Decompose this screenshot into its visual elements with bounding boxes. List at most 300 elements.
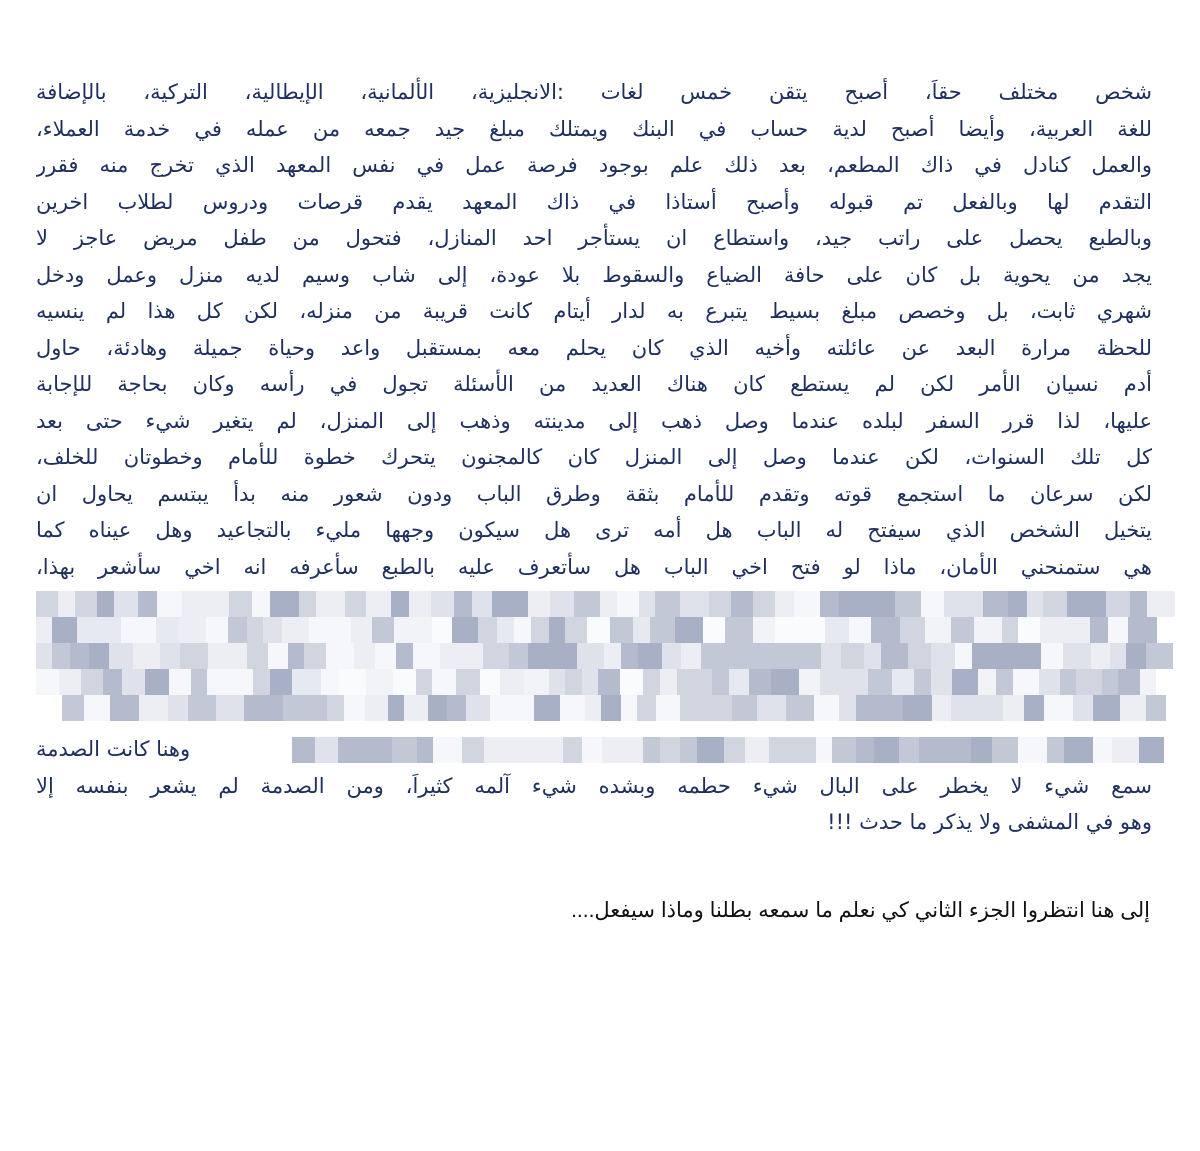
- pixel-block: [339, 669, 366, 695]
- pixel-block: [89, 643, 109, 669]
- paragraph-line: عليها، لذا قرر السفر لبلده عندما وصل ذهب إلى مدينته وذهب إلى المنزل، لم يتغير شيء حتى بعد: [36, 408, 1152, 433]
- pixel-block: [1146, 695, 1166, 721]
- pixel-block: [621, 643, 638, 669]
- pixel-block: [528, 591, 550, 617]
- pixel-block: [879, 695, 903, 721]
- pixel-block: [1108, 617, 1128, 643]
- pixel-block: [786, 695, 814, 721]
- pixel-block: [1003, 695, 1024, 721]
- pixel-block: [509, 591, 528, 617]
- pixel-block: [868, 669, 892, 695]
- pixel-block: [695, 669, 712, 695]
- pixel-block: [703, 617, 725, 643]
- pixel-block: [288, 643, 304, 669]
- pixel-block: [169, 669, 191, 695]
- pixel-block: [892, 669, 914, 695]
- pixel-block: [207, 669, 229, 695]
- pixel-block: [1060, 669, 1076, 695]
- pixel-block: [283, 695, 307, 721]
- pixel-block: [396, 643, 413, 669]
- pixel-block: [75, 591, 97, 617]
- pixel-block: [309, 617, 327, 643]
- pixel-block: [550, 591, 574, 617]
- pixel-block: [978, 669, 996, 695]
- pixel-block: [643, 669, 660, 695]
- pixel-block: [1002, 617, 1018, 643]
- pixel-block: [1063, 643, 1091, 669]
- pixel-block: [394, 617, 410, 643]
- pixel-block: [1024, 695, 1044, 721]
- pixel-block: [556, 643, 577, 669]
- pixel-block: [1018, 737, 1047, 763]
- pixel-block: [1013, 669, 1039, 695]
- pixel-block: [70, 643, 89, 669]
- pixel-block: [731, 591, 753, 617]
- pixel-block: [549, 669, 565, 695]
- pixel-block: [545, 737, 563, 763]
- closing-line: سمع شيء لا يخطر على البال شيء حطمه وبشده شيء آلمه كثيراَ، ومن الصدمة لم يشعر بنفسه إلا: [36, 773, 1152, 798]
- pixel-block: [1064, 737, 1093, 763]
- pixel-block: [77, 617, 102, 643]
- pixel-block: [1044, 695, 1073, 721]
- pixel-block: [299, 591, 316, 617]
- pixel-block: [620, 669, 643, 695]
- pixel-block: [675, 617, 703, 643]
- pixel-block: [1126, 643, 1146, 669]
- pixel-block: [771, 669, 799, 695]
- pixel-block: [1146, 643, 1173, 669]
- pixel-block: [534, 695, 560, 721]
- pixel-block: [753, 591, 775, 617]
- pixel-block: [655, 591, 680, 617]
- pixel-block: [375, 643, 396, 669]
- pixel-block: [304, 643, 326, 669]
- pixel-block: [656, 695, 680, 721]
- pixel-block: [839, 695, 856, 721]
- pixel-block: [1047, 737, 1064, 763]
- pixel-block: [1120, 695, 1146, 721]
- pixel-block: [138, 591, 157, 617]
- pixel-block: [563, 737, 582, 763]
- paragraph-line: شهري ثابت، بل وخصص مبلغ بسيط يتبرع به لدار أيتام كانت قريبة من منزله، لكن كل هذا لم ينسيه: [36, 299, 1152, 323]
- pixel-block: [842, 669, 868, 695]
- pixel-block: [814, 695, 839, 721]
- pixel-block: [393, 669, 416, 695]
- pixel-block: [638, 643, 662, 669]
- pixel-block: [531, 617, 549, 643]
- pixel-block: [307, 695, 327, 721]
- pixel-block: [1041, 643, 1063, 669]
- closing-line: وهو في المشفى ولا يذكر ما حدث !!!: [827, 810, 1152, 834]
- pixel-block: [247, 617, 263, 643]
- pixel-block: [662, 643, 681, 669]
- pixel-block: [1093, 737, 1112, 763]
- pixel-block: [36, 643, 52, 669]
- pixel-block: [188, 695, 216, 721]
- pixel-block: [820, 669, 842, 695]
- paragraph-line: للغة العربية، وأيضا أصبح لدية حساب في البنك ويمتلك مبلغ جيد جمعه من عمله في خدمة العملاء،: [36, 116, 1152, 141]
- pixel-block: [944, 591, 964, 617]
- pixel-block: [432, 617, 452, 643]
- pixel-block: [951, 695, 976, 721]
- pixel-block: [244, 695, 265, 721]
- pixel-block: [52, 643, 70, 669]
- pixel-block: [265, 695, 283, 721]
- pixel-block: [321, 669, 339, 695]
- pixel-block: [58, 591, 75, 617]
- pixel-block: [716, 695, 732, 721]
- pixel-block: [724, 737, 745, 763]
- pixel-block: [749, 669, 771, 695]
- pixel-block: [1093, 695, 1120, 721]
- pixel-block: [650, 617, 675, 643]
- pixel-block: [1027, 591, 1043, 617]
- shock-line: وهنا كانت الصدمة: [36, 737, 191, 761]
- pixel-block: [229, 669, 253, 695]
- pixel-block: [180, 643, 208, 669]
- to-be-continued-note: إلى هنا انتظروا الجزء الثاني كي نعلم ما سمعه بطلنا وماذا سيفعل....: [571, 899, 1150, 922]
- pixel-block: [895, 591, 921, 617]
- pixel-block: [756, 643, 775, 669]
- pixel-block: [955, 643, 972, 669]
- pixel-block: [388, 695, 404, 721]
- pixel-block: [365, 695, 388, 721]
- pixel-block: [84, 695, 110, 721]
- pixel-block: [103, 669, 122, 695]
- pixel-block: [680, 695, 699, 721]
- pixel-block: [292, 737, 315, 763]
- pixel-block: [391, 591, 409, 617]
- pixel-block: [160, 643, 180, 669]
- pixel-block: [867, 591, 895, 617]
- pixel-block: [560, 695, 585, 721]
- pixel-block: [598, 669, 620, 695]
- pixel-block: [505, 737, 526, 763]
- pixel-block: [602, 737, 627, 763]
- pixel-block: [639, 591, 655, 617]
- paragraph-line: لكن سرعان ما استجمع قوته وتقدم للأمام بثقة وطرق الباب ودون شعور منه بدأ يبتسم يحاول ان: [36, 481, 1152, 506]
- pixel-block: [660, 737, 680, 763]
- pixel-block: [697, 737, 724, 763]
- pixel-block: [1008, 591, 1027, 617]
- pixel-block: [660, 669, 677, 695]
- pixel-block: [102, 617, 121, 643]
- paragraph-line: التقدم لها وبالفعل تم قبوله وأصبح أستاذا في ذاك المعهد يقدم قرصات ودروس لطلاب اخرين: [36, 189, 1152, 214]
- pixel-block: [413, 643, 440, 669]
- pixel-block: [899, 737, 919, 763]
- pixel-block: [585, 695, 601, 721]
- paragraph-line: والعمل كنادل في ذاك المطعم، بعد ذلك علم بوجود فرصة عمل في نفس المعهد الذي تخرج منه فقرر: [36, 153, 1152, 177]
- pixel-block: [549, 617, 565, 643]
- pixel-block: [1040, 617, 1065, 643]
- pixel-block: [1019, 643, 1041, 669]
- pixel-block: [338, 737, 365, 763]
- pixel-block: [509, 643, 528, 669]
- pixel-block: [410, 617, 432, 643]
- pixel-block: [841, 643, 864, 669]
- pixel-block: [247, 643, 268, 669]
- pixel-block: [1090, 617, 1108, 643]
- pixel-block: [472, 591, 492, 617]
- pixel-block: [182, 591, 204, 617]
- pixel-block: [900, 617, 925, 643]
- redacted-tail: [292, 737, 1152, 761]
- pixel-block: [951, 617, 974, 643]
- pixel-block: [263, 617, 282, 643]
- pixel-block: [179, 617, 206, 643]
- pixel-block: [587, 617, 610, 643]
- pixel-block: [366, 669, 393, 695]
- pixel-block: [133, 643, 160, 669]
- pixel-block: [725, 617, 753, 643]
- pixel-block: [565, 669, 582, 695]
- pixel-block: [372, 617, 394, 643]
- pixel-block: [432, 669, 456, 695]
- pixel-block: [775, 643, 792, 669]
- pixel-block: [204, 591, 229, 617]
- pixel-block: [52, 617, 77, 643]
- pixel-block: [1110, 643, 1126, 669]
- pixel-block: [484, 737, 505, 763]
- pixel-block: [478, 617, 497, 643]
- pixel-block: [577, 643, 604, 669]
- pixel-block: [908, 643, 931, 669]
- pixel-block: [514, 617, 531, 643]
- pixel-block: [292, 669, 321, 695]
- pixel-block: [497, 617, 514, 643]
- pixel-block: [621, 695, 637, 721]
- pixel-block: [974, 617, 1002, 643]
- paragraph-line: أدم نسيان الأمر لكن لم يستطع كان هناك العديد من الأسئلة تجول في رأسه وكان بحاجة للإجابة: [36, 372, 1152, 396]
- pixel-block: [344, 695, 365, 721]
- pixel-block: [416, 669, 432, 695]
- pixel-block: [775, 617, 802, 643]
- pixel-block: [971, 737, 992, 763]
- pixel-block: [825, 617, 849, 643]
- pixel-block: [943, 737, 971, 763]
- pixel-block: [699, 695, 716, 721]
- pixel-block: [802, 617, 825, 643]
- story-text: [36, 74, 1152, 841]
- pixel-block: [447, 695, 466, 721]
- pixel-block: [712, 669, 729, 695]
- pixel-block: [1147, 591, 1175, 617]
- pixel-block: [145, 669, 169, 695]
- pixel-block: [993, 643, 1019, 669]
- paragraph-line: شخص مختلف حقاَ، أصبح يتقن خمس لغات :الانجليزية، الألمانية، الإيطالية، التركية، بالإضافة: [36, 80, 1152, 104]
- pixel-block: [1067, 591, 1084, 617]
- pixel-block: [745, 737, 769, 763]
- pixel-block: [574, 591, 600, 617]
- pixel-block: [1018, 617, 1040, 643]
- pixel-block: [228, 617, 247, 643]
- pixel-block: [392, 737, 417, 763]
- pixel-block: [964, 591, 983, 617]
- pixel-block: [483, 643, 509, 669]
- pixel-block: [709, 591, 731, 617]
- pixel-block: [351, 617, 372, 643]
- pixel-block: [972, 643, 993, 669]
- pixel-block: [463, 643, 483, 669]
- pixel-block: [931, 669, 952, 695]
- pixel-block: [454, 591, 472, 617]
- pixel-block: [1140, 669, 1156, 695]
- pixel-block: [62, 695, 84, 721]
- pixel-block: [466, 695, 490, 721]
- pixel-block: [206, 617, 228, 643]
- pixel-block: [433, 737, 462, 763]
- pixel-block: [1073, 695, 1093, 721]
- pixel-block: [1118, 669, 1140, 695]
- pixel-block: [59, 669, 81, 695]
- pixel-block: [500, 669, 524, 695]
- pixel-block: [701, 643, 729, 669]
- pixel-block: [633, 617, 650, 643]
- pixel-block: [757, 695, 786, 721]
- pixel-block: [601, 695, 621, 721]
- pixel-block: [952, 669, 978, 695]
- pixel-block: [1039, 669, 1060, 695]
- paragraph-line: يجد من يحوية بل كان على حافة الضياع والسقوط بلا عودة، إلى شاب وسيم لديه منزل وعمل ودخل: [36, 262, 1152, 287]
- pixel-block: [431, 591, 454, 617]
- pixel-block: [996, 669, 1013, 695]
- pixel-block: [316, 591, 345, 617]
- pixel-block: [354, 643, 375, 669]
- pixel-block: [326, 643, 354, 669]
- pixel-block: [490, 695, 517, 721]
- pixel-block: [820, 591, 839, 617]
- pixel-block: [157, 591, 182, 617]
- pixel-block: [480, 669, 500, 695]
- pixel-block: [976, 695, 1003, 721]
- pixel-block: [775, 591, 794, 617]
- pixel-block: [769, 737, 797, 763]
- pixel-block: [753, 617, 775, 643]
- pixel-block: [729, 643, 756, 669]
- pixel-block: [428, 695, 447, 721]
- pixel-block: [156, 617, 179, 643]
- pixel-block: [1130, 591, 1147, 617]
- pixel-block: [1043, 591, 1067, 617]
- pixel-block: [821, 643, 841, 669]
- pixel-block: [914, 669, 931, 695]
- pixel-block: [114, 591, 138, 617]
- pixel-block: [225, 643, 247, 669]
- pixel-block: [983, 591, 1008, 617]
- pixel-block: [792, 643, 821, 669]
- pixel-block: [797, 737, 816, 763]
- pixel-block: [109, 643, 133, 669]
- pixel-block: [832, 737, 856, 763]
- pixel-block: [680, 591, 709, 617]
- paragraph-line: كل تلك السنوات، لكن عندما وصل إلى المنزل كان كالمجنون يتحرك خطوة للأمام وخطوتان للخلف،: [36, 445, 1152, 469]
- pixel-block: [881, 643, 908, 669]
- pixel-block: [1102, 669, 1118, 695]
- pixel-block: [816, 737, 832, 763]
- pixel-block: [839, 591, 867, 617]
- redacted-line-with-text: [36, 731, 1152, 768]
- pixel-block: [617, 591, 639, 617]
- pixel-block: [36, 669, 59, 695]
- pixel-block: [992, 737, 1018, 763]
- pixel-block: [643, 737, 660, 763]
- pixel-block: [1139, 737, 1164, 763]
- pixel-block: [1106, 591, 1130, 617]
- pixel-block: [81, 669, 103, 695]
- pixel-block: [365, 737, 392, 763]
- pixel-block: [1091, 643, 1110, 669]
- pixel-block: [121, 617, 139, 643]
- pixel-block: [871, 617, 900, 643]
- paragraph-line: هي ستمنحني الأمان، ماذا لو فتح اخي الباب هل سأتعرف عليه بالطبع سأعرفه انه اخي سأشعر بهذا،: [36, 554, 1152, 579]
- pixel-block: [794, 591, 820, 617]
- pixel-block: [517, 695, 534, 721]
- pixel-block: [315, 737, 338, 763]
- pixel-block: [874, 737, 899, 763]
- pixel-block: [526, 737, 545, 763]
- pixel-block: [925, 617, 951, 643]
- pixel-block: [462, 737, 484, 763]
- pixel-block: [864, 643, 881, 669]
- pixel-block: [681, 643, 701, 669]
- pixel-block: [492, 591, 509, 617]
- pixel-block: [122, 669, 145, 695]
- pixel-block: [452, 617, 478, 643]
- pixel-block: [252, 591, 270, 617]
- pixel-block: [729, 669, 749, 695]
- pixel-block: [440, 643, 463, 669]
- redacted-pixelated-region: [36, 585, 1152, 731]
- pixel-block: [565, 617, 587, 643]
- pixel-block: [282, 617, 309, 643]
- pixel-block: [921, 591, 944, 617]
- pixel-block: [600, 591, 617, 617]
- pixel-block: [931, 643, 955, 669]
- pixel-block: [856, 737, 874, 763]
- pixel-block: [528, 643, 556, 669]
- pixel-block: [932, 695, 951, 721]
- pixel-block: [1084, 591, 1106, 617]
- pixel-block: [327, 695, 344, 721]
- pixel-block: [409, 591, 431, 617]
- pixel-block: [208, 643, 225, 669]
- pixel-block: [345, 591, 366, 617]
- pixel-block: [856, 695, 879, 721]
- pixel-block: [216, 695, 244, 721]
- pixel-block: [1076, 669, 1102, 695]
- paragraph-line: وبالطبع يحصل على راتب جيد، واستطاع ان يستأجر احد المنازل، فتحول من طفل مريض عاجز لا: [36, 226, 1152, 250]
- pixel-block: [270, 591, 299, 617]
- pixel-block: [417, 737, 433, 763]
- pixel-block: [919, 737, 943, 763]
- paragraph-line: يتخيل الشخص الذي سيفتح له الباب هل أمه ترى هل سيكون وجهها مليء بالتجاعيد وهل عيناه كما: [36, 518, 1152, 542]
- pixel-block: [456, 669, 480, 695]
- pixel-block: [732, 695, 757, 721]
- pixel-block: [1065, 617, 1090, 643]
- pixel-block: [582, 737, 602, 763]
- pixel-block: [366, 591, 391, 617]
- pixel-block: [903, 695, 932, 721]
- pixel-block: [36, 617, 52, 643]
- pixel-block: [677, 669, 695, 695]
- pixel-block: [139, 617, 156, 643]
- pixel-block: [97, 591, 114, 617]
- pixel-block: [139, 695, 168, 721]
- pixel-block: [637, 695, 656, 721]
- pixel-block: [680, 737, 697, 763]
- pixel-block: [270, 669, 292, 695]
- pixel-block: [404, 695, 428, 721]
